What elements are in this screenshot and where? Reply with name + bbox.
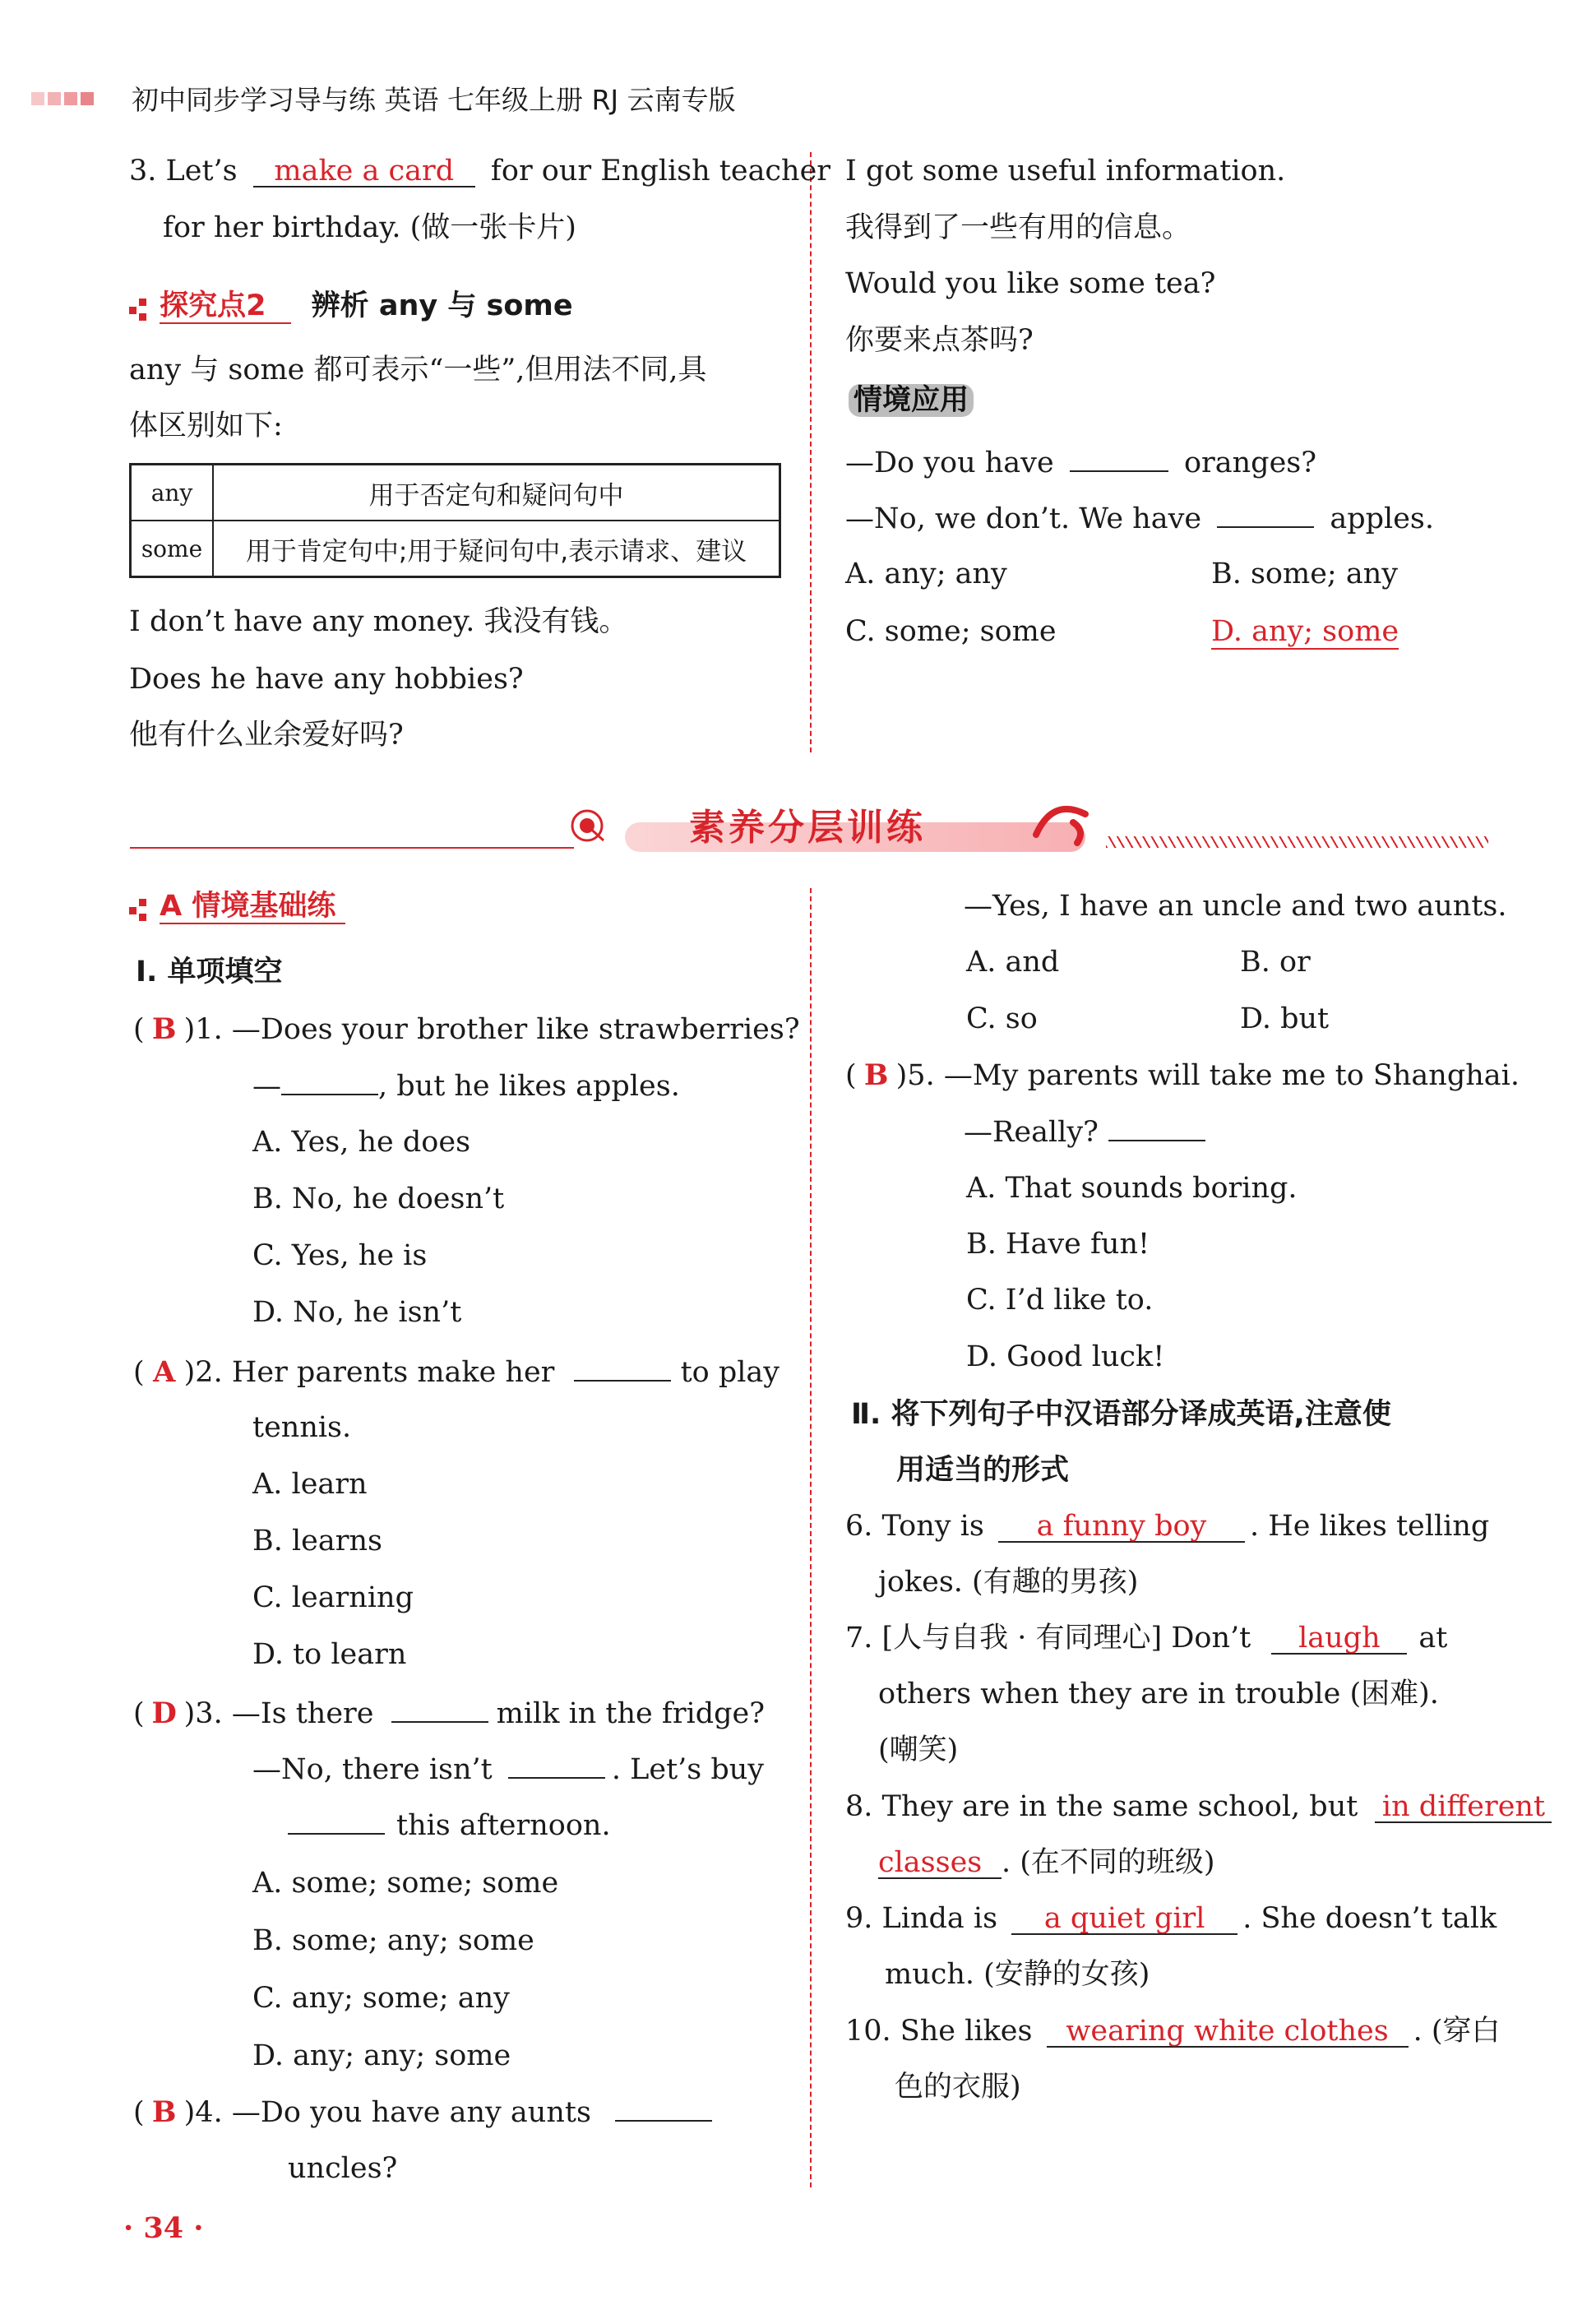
q4-option-b: B. or bbox=[1240, 946, 1311, 979]
q2-option-d: D. to learn bbox=[252, 1638, 407, 1671]
table-cell-usage: 用于否定句和疑问句中 bbox=[213, 465, 780, 521]
q2-line2: tennis. bbox=[252, 1411, 352, 1444]
q4-option-d: D. but bbox=[1240, 1002, 1330, 1035]
q8-answer-part1: in different bbox=[1375, 1792, 1552, 1823]
rt-question-line2: —No, we don’t. We have apples. bbox=[845, 502, 1435, 535]
section-a-heading bbox=[129, 890, 345, 923]
rt-example-1: I got some useful information. bbox=[845, 155, 1286, 187]
column-divider-bottom bbox=[810, 888, 812, 2187]
part1-title: Ⅰ. 单项填空 bbox=[136, 956, 283, 988]
q10-answer: wearing white clothes bbox=[1047, 2016, 1409, 2048]
rt-example-2: 我得到了一些有用的信息。 bbox=[845, 211, 1191, 244]
point-label: 探究点2 bbox=[160, 289, 290, 324]
scenario-tag bbox=[849, 384, 974, 417]
q4-line2: uncles? bbox=[288, 2152, 398, 2185]
part2-title-line2: 用适当的形式 bbox=[896, 1454, 1070, 1487]
q4-option-a: A. and bbox=[966, 946, 1060, 979]
q9-line2: much. (安静的女孩) bbox=[885, 1958, 1150, 1991]
page-number: · 34 · bbox=[123, 2211, 204, 2245]
q3-answer: make a card bbox=[253, 156, 475, 187]
rt-question-line1: —Do you have oranges? bbox=[845, 447, 1317, 479]
header-decoration bbox=[31, 92, 94, 109]
part2-title-line1: Ⅱ. 将下列句子中汉语部分译成英语,注意使 bbox=[851, 1398, 1391, 1431]
q3-option-b: B. some; any; some bbox=[252, 1924, 534, 1957]
rt-option-d: D. any; some bbox=[1211, 615, 1399, 648]
q3-line1: 3. Let’s make a card for our English teacher bbox=[129, 155, 831, 187]
q9-answer: a quiet girl bbox=[1011, 1904, 1237, 1935]
q9-line1: 9. Linda is a quiet girl . She doesn’t talk bbox=[845, 1902, 1497, 1935]
banner-line-left bbox=[130, 847, 574, 849]
q5-answer: B bbox=[863, 1058, 889, 1092]
q1-option-b: B. No, he doesn’t bbox=[252, 1183, 505, 1215]
any-some-table bbox=[129, 463, 781, 578]
q8-line1: 8. They are in the same school, but in different bbox=[845, 1790, 1552, 1823]
q4-reply: —Yes, I have an uncle and two aunts. bbox=[964, 890, 1507, 923]
q1-stem: ( B )1. —Does your brother like strawberries? bbox=[133, 1012, 800, 1046]
q1-option-d: D. No, he isn’t bbox=[252, 1296, 462, 1329]
table-row bbox=[131, 465, 780, 521]
table-row bbox=[131, 521, 780, 577]
table-cell-usage: 用于肯定句中;用于疑问句中,表示请求、建议 bbox=[213, 521, 780, 577]
q10-line2: 色的衣服) bbox=[895, 2071, 1021, 2104]
q7-line1: 7. [人与自我 · 有同理心] Don’t laugh at bbox=[845, 1622, 1448, 1655]
q7-answer: laugh bbox=[1271, 1623, 1407, 1655]
q3-line2: —No, there isn’t . Let’s buy bbox=[252, 1753, 765, 1786]
q1-answer: B bbox=[151, 1012, 177, 1046]
column-divider-top bbox=[810, 152, 812, 752]
rt-example-3: Would you like some tea? bbox=[845, 267, 1216, 300]
q10-line1: 10. She likes wearing white clothes . (穿白 bbox=[845, 2015, 1501, 2048]
q3-option-a: A. some; some; some bbox=[252, 1867, 559, 1900]
rt-example-4: 你要来点茶吗? bbox=[845, 324, 1034, 357]
q5-stem: ( B )5. —My parents will take me to Shanghai. bbox=[845, 1058, 1520, 1092]
example-2: Does he have any hobbies? bbox=[129, 663, 524, 696]
table-cell-word: any bbox=[131, 465, 214, 521]
rt-option-c: C. some; some bbox=[845, 615, 1057, 648]
section-a-icon bbox=[129, 897, 150, 919]
q6-answer: a funny boy bbox=[998, 1511, 1245, 1543]
q3-option-d: D. any; any; some bbox=[252, 2039, 511, 2072]
section-a-title: A 情境基础练 bbox=[160, 890, 345, 924]
q6-line1: 6. Tony is a funny boy . He likes telling bbox=[845, 1510, 1490, 1543]
banner-title: 素养分层训练 bbox=[689, 807, 926, 849]
q3-line2: for her birthday. (做一张卡片) bbox=[163, 211, 576, 244]
table-cell-word: some bbox=[131, 521, 214, 577]
q7-line3: (嘲笑) bbox=[878, 1733, 959, 1766]
header-title: 初中同步学习导与练 英语 七年级上册 RJ 云南专版 bbox=[132, 84, 736, 116]
q1-line2: — , but he likes apples. bbox=[252, 1070, 680, 1103]
q3-stem: ( D )3. —Is there milk in the fridge? bbox=[133, 1696, 766, 1730]
q1-option-c: C. Yes, he is bbox=[252, 1239, 428, 1272]
point-title: 辨析 any 与 some bbox=[311, 289, 573, 322]
q4-stem: ( B )4. —Do you have any aunts bbox=[133, 2095, 712, 2129]
q3-line3: this afternoon. bbox=[288, 1808, 611, 1842]
q2-answer: A bbox=[153, 1355, 176, 1389]
q5-option-c: C. I’d like to. bbox=[966, 1284, 1154, 1317]
q4-option-c: C. so bbox=[966, 1002, 1038, 1035]
q5-option-d: D. Good luck! bbox=[966, 1340, 1165, 1373]
point-icon bbox=[129, 297, 150, 318]
scenario-tag-label: 情境应用 bbox=[849, 384, 974, 417]
intro-line1: any 与 some 都可表示“一些”,但用法不同,具 bbox=[129, 354, 707, 386]
banner-hatch bbox=[1106, 836, 1488, 848]
example-3: 他有什么业余爱好吗? bbox=[129, 719, 404, 752]
q2-option-b: B. learns bbox=[252, 1525, 382, 1557]
rt-option-b: B. some; any bbox=[1211, 558, 1399, 590]
example-1: I don’t have any money. 我没有钱。 bbox=[129, 605, 628, 638]
q8-line2: classes . (在不同的班级) bbox=[878, 1846, 1215, 1879]
q2-option-c: C. learning bbox=[252, 1581, 414, 1614]
q2-stem: ( A )2. Her parents make her to play bbox=[133, 1355, 780, 1389]
q2-option-a: A. learn bbox=[252, 1468, 368, 1501]
q6-line2: jokes. (有趣的男孩) bbox=[878, 1566, 1139, 1599]
target-icon bbox=[569, 808, 605, 844]
point-heading bbox=[129, 289, 573, 322]
intro-line2: 体区别如下: bbox=[129, 410, 283, 442]
q5-line2: —Really? bbox=[964, 1115, 1205, 1149]
q7-line2: others when they are in trouble (困难). bbox=[878, 1678, 1439, 1710]
q5-option-b: B. Have fun! bbox=[966, 1228, 1150, 1261]
q5-option-a: A. That sounds boring. bbox=[966, 1172, 1298, 1205]
q1-option-a: A. Yes, he does bbox=[252, 1126, 471, 1159]
q8-answer-part2: classes bbox=[878, 1848, 1002, 1879]
q4-answer: B bbox=[151, 2095, 177, 2129]
q3-option-c: C. any; some; any bbox=[252, 1982, 510, 2015]
rt-option-a: A. any; any bbox=[845, 558, 1007, 590]
banner-swirl-icon bbox=[1028, 794, 1094, 851]
q3-answer-letter: D bbox=[151, 1696, 177, 1730]
